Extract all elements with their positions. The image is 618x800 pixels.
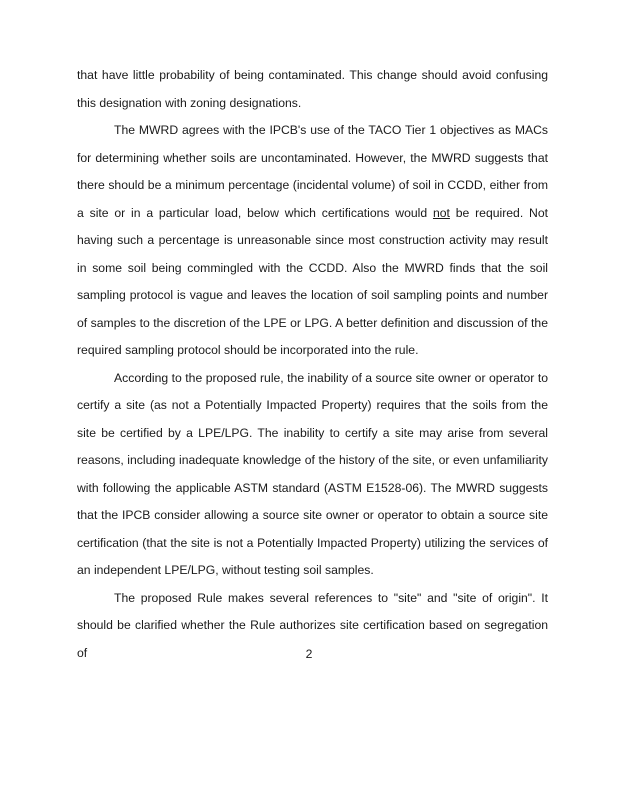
paragraph-text: that have little probability of being contaminated. This change should avoid confusing this designation with zoning designations. <box>77 68 548 110</box>
paragraph-text: The MWRD agrees with the IPCB's use of the TACO Tier 1 objectives as MACs for determining whether soils are uncontaminated. However, the MWRD suggests that there should be a minimum percentage (incidental volume) of soil in CCDD, either from a site or in a particular load, below which certifications would <box>77 123 548 220</box>
paragraph-site-certification <box>77 365 548 585</box>
body-text <box>77 62 548 667</box>
page-number: 2 <box>305 647 313 661</box>
paragraph-continuation <box>77 62 548 117</box>
paragraph-text: According to the proposed rule, the inability of a source site owner or operator to certify a site (as not a Potentially Impacted Property) requires that the soils from the site be certified by a LPE/LPG. The inability to certify a site may arise from several reasons, including inadequate knowledge of the history of the site, or even unfamiliarity with following the applicable ASTM standard (ASTM E1528-06). The MWRD suggests that the IPCB consider allowing a source site owner or operator to obtain a source site certification (that the site is not a Potentially Impacted Property) utilizing the services of an independent LPE/LPG, without testing soil samples. <box>77 370 548 577</box>
underlined-emphasis: not <box>432 205 450 220</box>
paragraph-taco-objectives <box>77 117 548 365</box>
paragraph-text: The proposed Rule makes several references to "site" and "site of origin". It should be clarified whether the Rule authorizes site certification based on segregation of <box>77 590 548 660</box>
paragraph-text-after: be required. Not having such a percentage is unreasonable since most construction activity may result in some soil being commingled with the CCDD. Also the MWRD finds that the soil sampling protocol is vague and leaves the location of soil sampling points and number of samples to the discretion of the LPE or LPG. A better definition and discussion of the required sampling protocol should be incorporated into the rule. <box>77 205 549 357</box>
